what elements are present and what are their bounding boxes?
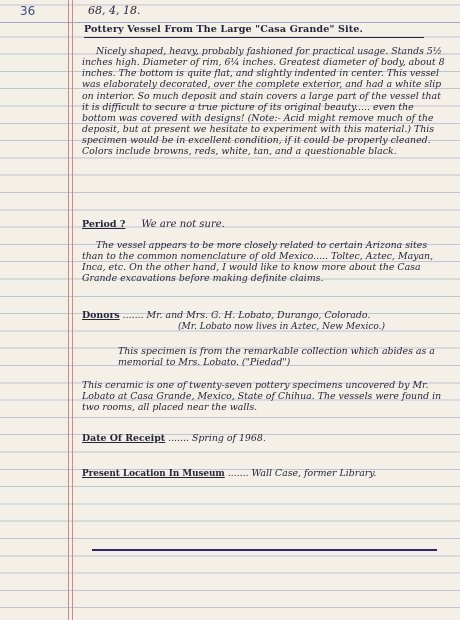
location-value: Wall Case, former Library. [251,468,377,479]
receipt-line [82,433,266,444]
title-underline [84,37,424,38]
donors-value: Mr. and Mrs. G. H. Lobato, Durango, Colorado. [146,310,371,321]
page-title: Pottery Vessel From The Large "Casa Grande" Site. [84,24,363,35]
donors-label: Donors [82,310,120,321]
margin-line [72,0,73,620]
description-paragraph: Nicely shaped, heavy, probably fashioned for practical usage. Stands 5½ inches high. Diameter of rim, 6¼ inches. Greatest diameter of body, about 8 inches. The bottom is quite flat, and slightly indented in center. This vessel was elaborately decorated, over the complete exterior, and had a white slip on interior. So much deposit and stain covers a large part of the vessel that it is difficult to secure a true picture of its original beauty..... even the bottom was covered with designs! (Note:- Acid might remove much of the deposit, but at present we hesitate to experiment with this material.) This specimen would be in excellent condition, if it could be properly cleaned. Colors include browns, reds, white, tan, and a questionable black. [82,46,445,158]
end-rule [92,549,437,551]
donors-note: (Mr. Lobato now lives in Aztec, New Mexico.) [178,322,386,332]
donors-leader: ....... [119,310,147,321]
receipt-value: Spring of 1968. [191,433,266,444]
margin-line [68,0,69,620]
page-number: 36 [20,4,36,18]
relation-paragraph: The vessel appears to be more closely related to certain Arizona sites than to the common nomenclature of old Mexico..... Toltec, Aztec, Mayan, Inca, etc. On the other hand, I would like to know more about the Casa Grande excavations before making definite claims. [82,240,434,285]
donors-line [82,310,370,321]
receipt-leader: ....... [165,433,192,444]
location-leader: ....... [224,468,252,479]
period-value: We are not sure. [141,219,225,230]
top-rule [0,22,460,23]
location-line [82,468,376,479]
period-line [82,219,225,230]
collection-note: This specimen is from the remarkable collection which abides as a memorial to Mrs. Lobato. ("Piedad") [118,346,435,369]
location-label: Present Location In Museum [82,469,225,479]
period-label: Period ? [82,219,126,230]
ceramic-note: This ceramic is one of twenty-seven pottery specimens uncovered by Mr. Lobato at Casa Grande, Mexico, State of Chihua. The vessels were found in two rooms, all placed near the walls. [82,380,442,414]
receipt-label: Date Of Receipt [82,433,166,444]
catalog-number: 68, 4, 18. [88,4,141,17]
